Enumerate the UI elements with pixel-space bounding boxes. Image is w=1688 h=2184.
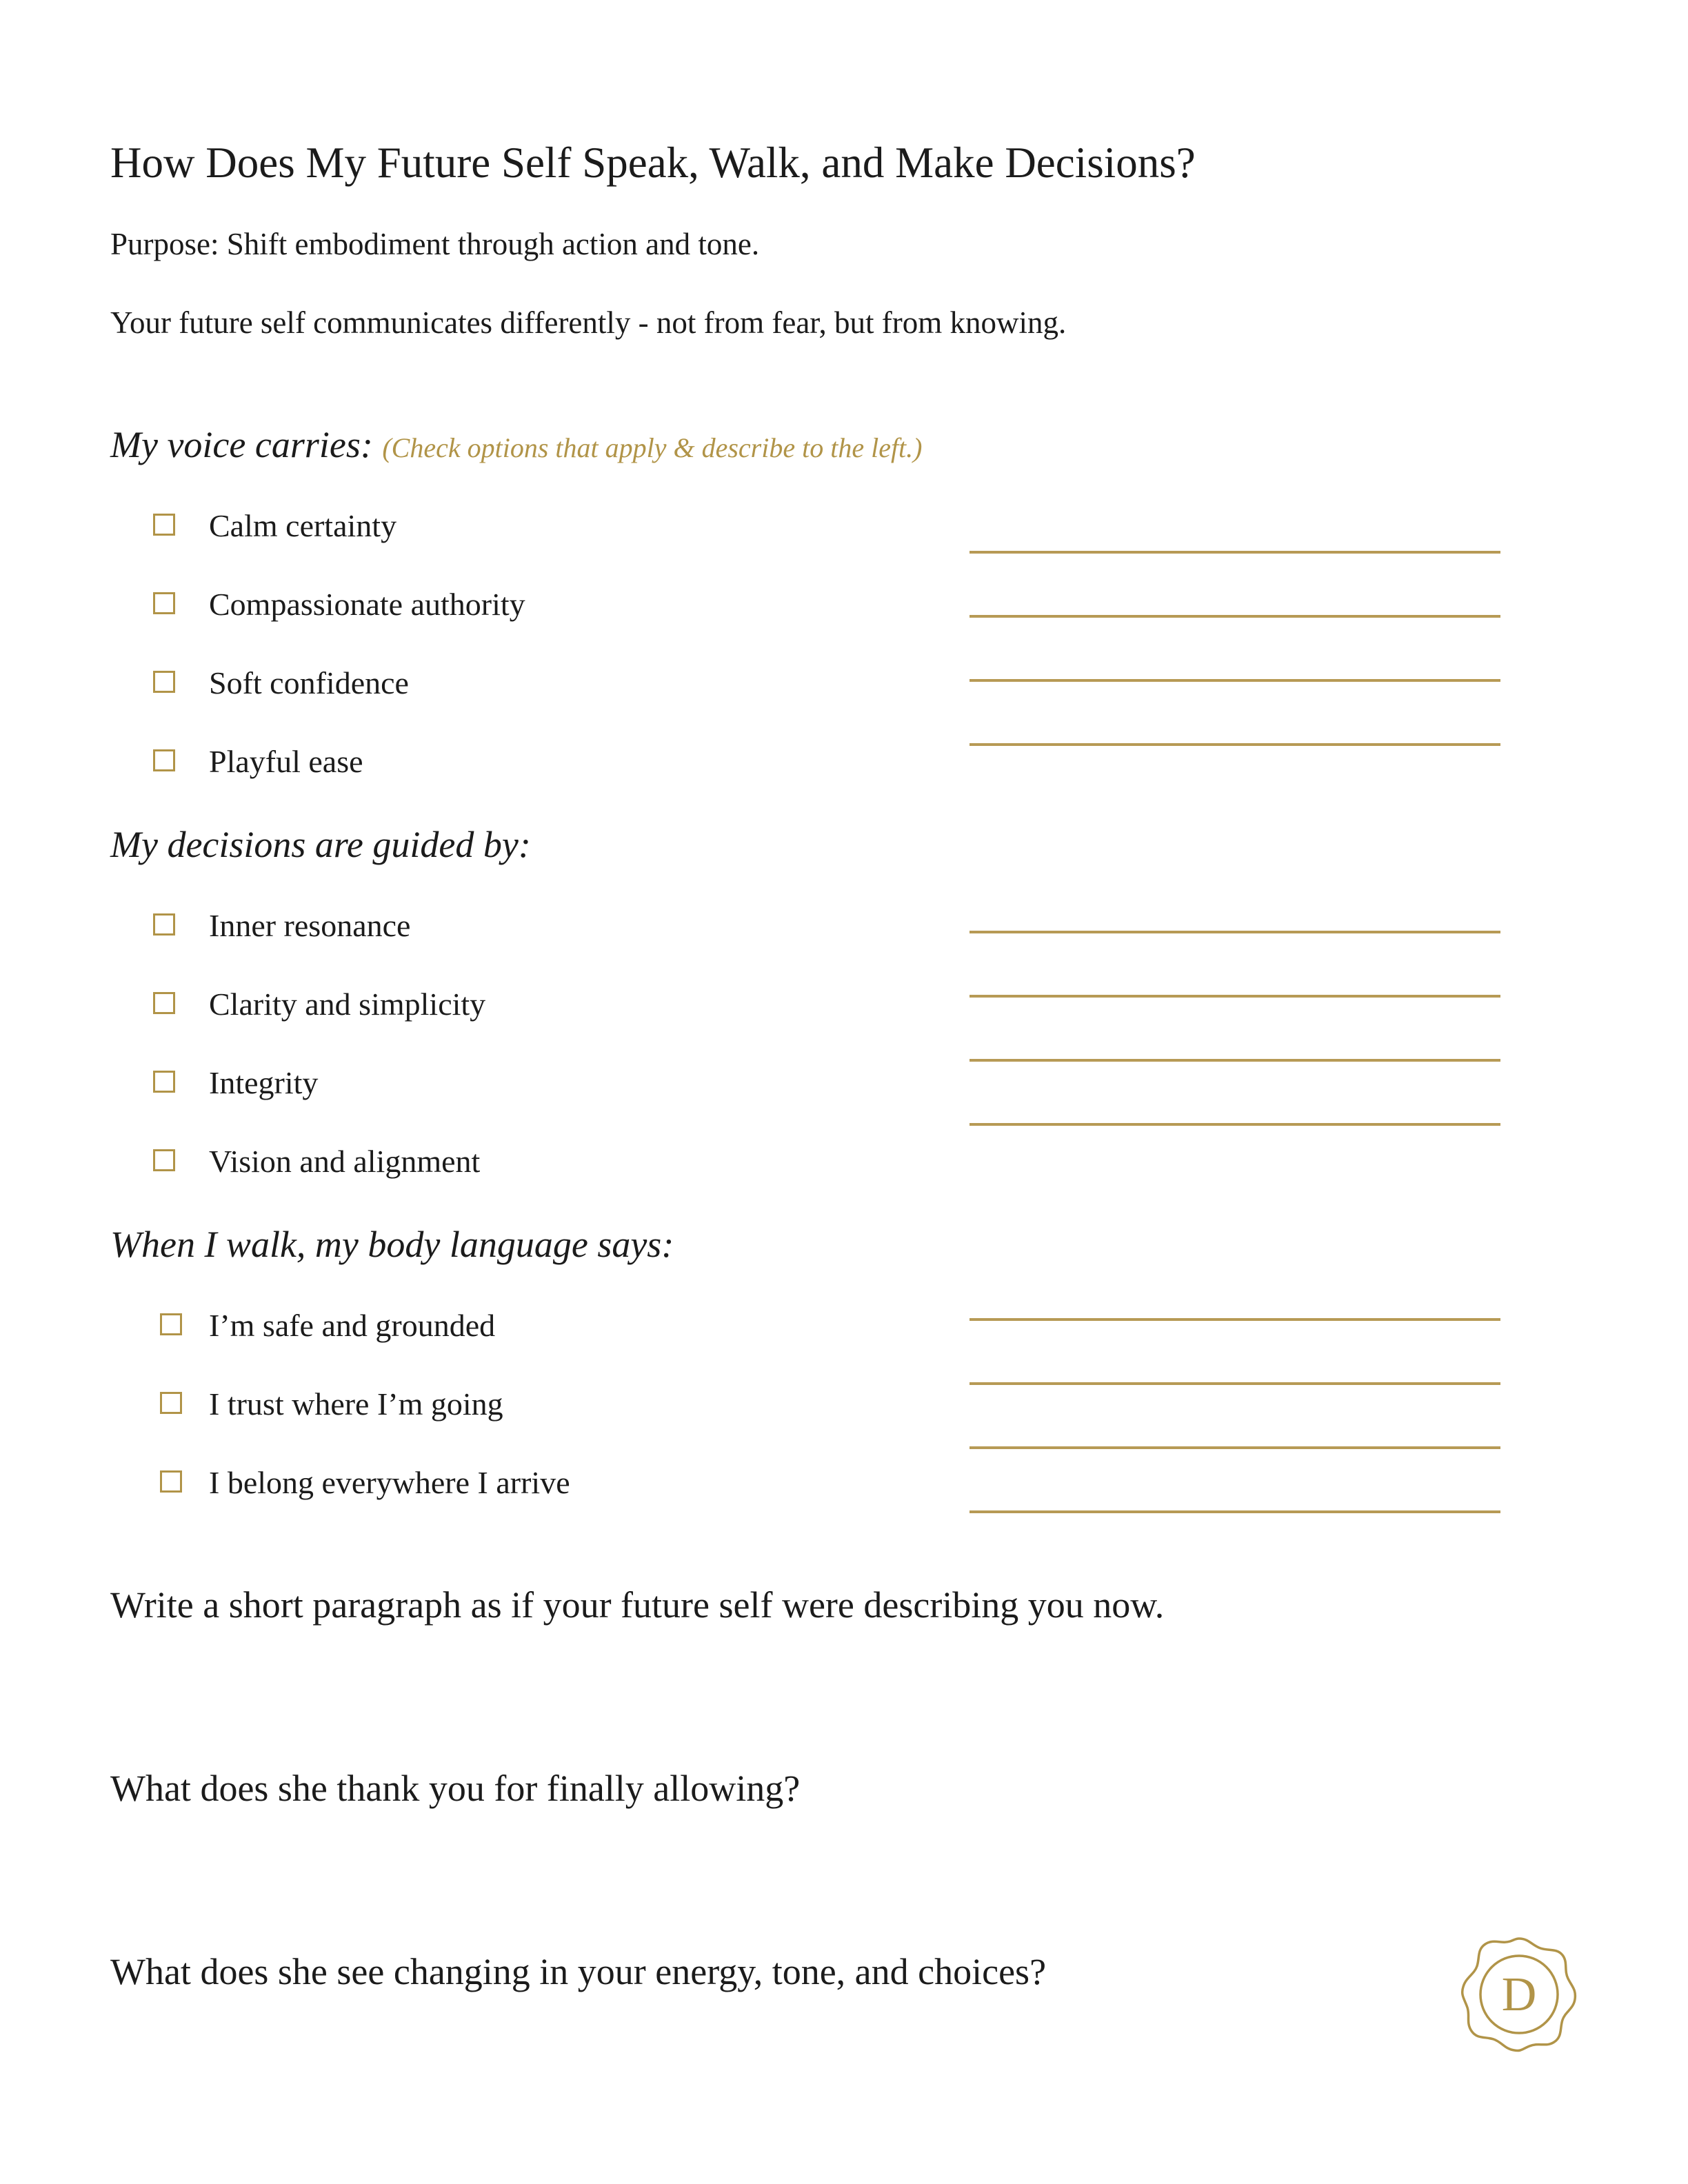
answer-line[interactable] (969, 1059, 1500, 1062)
option-playful-ease: Playful ease (209, 744, 363, 779)
option-clarity-simplicity: Clarity and simplicity (209, 987, 486, 1022)
instruction-note: (Check options that apply & describe to the left.) (382, 432, 923, 463)
section-heading-body-language: When I walk, my body language says: (110, 1224, 674, 1265)
option-trust-going: I trust where I’m going (209, 1386, 503, 1422)
checkbox-integrity[interactable] (153, 1071, 175, 1093)
answer-line[interactable] (969, 615, 1500, 618)
option-belong-everywhere: I belong everywhere I arrive (209, 1465, 570, 1500)
option-safe-grounded: I’m safe and grounded (209, 1308, 496, 1343)
answer-line[interactable] (969, 743, 1500, 746)
answer-line[interactable] (969, 679, 1500, 682)
seal-letter: D (1501, 1968, 1537, 2021)
checkbox-playful-ease[interactable] (153, 749, 175, 771)
answer-line[interactable] (969, 995, 1500, 998)
option-compassionate-authority: Compassionate authority (209, 587, 525, 622)
answer-line[interactable] (969, 1123, 1500, 1126)
checkbox-trust-going[interactable] (160, 1392, 182, 1414)
answer-line[interactable] (969, 1446, 1500, 1449)
section-heading-voice-label: My voice carries: (110, 424, 373, 465)
prompt-thank-you: What does she thank you for finally allowing? (110, 1768, 801, 1809)
option-inner-resonance: Inner resonance (209, 908, 411, 943)
prompt-describe-now: Write a short paragraph as if your future self were describing you now. (110, 1584, 1165, 1626)
answer-line[interactable] (969, 551, 1500, 554)
answer-line[interactable] (969, 1382, 1500, 1385)
answer-line[interactable] (969, 1318, 1500, 1321)
checkbox-vision-alignment[interactable] (153, 1149, 175, 1171)
section-heading-voice (110, 421, 923, 472)
checkbox-safe-grounded[interactable] (160, 1313, 182, 1335)
option-vision-alignment: Vision and alignment (209, 1144, 481, 1179)
option-calm-certainty: Calm certainty (209, 508, 397, 543)
answer-line[interactable] (969, 931, 1500, 933)
checkbox-clarity-simplicity[interactable] (153, 992, 175, 1014)
purpose-text: Purpose: Shift embodiment through action and tone. (110, 227, 760, 261)
checkbox-belong-everywhere[interactable] (160, 1470, 182, 1493)
checkbox-soft-confidence[interactable] (153, 671, 175, 693)
checkbox-compassionate-authority[interactable] (153, 592, 175, 614)
option-integrity: Integrity (209, 1065, 319, 1100)
brand-seal-logo (1459, 1934, 1579, 2054)
intro-text: Your future self communicates differently - not from fear, but from knowing. (110, 305, 1067, 340)
prompt-changing: What does she see changing in your energy, tone, and choices? (110, 1951, 1047, 1992)
page-title: How Does My Future Self Speak, Walk, and Make Decisions? (110, 139, 1196, 187)
section-heading-decisions: My decisions are guided by: (110, 824, 531, 865)
checkbox-inner-resonance[interactable] (153, 913, 175, 936)
answer-line[interactable] (969, 1510, 1500, 1513)
option-soft-confidence: Soft confidence (209, 665, 409, 700)
checkbox-calm-certainty[interactable] (153, 514, 175, 536)
